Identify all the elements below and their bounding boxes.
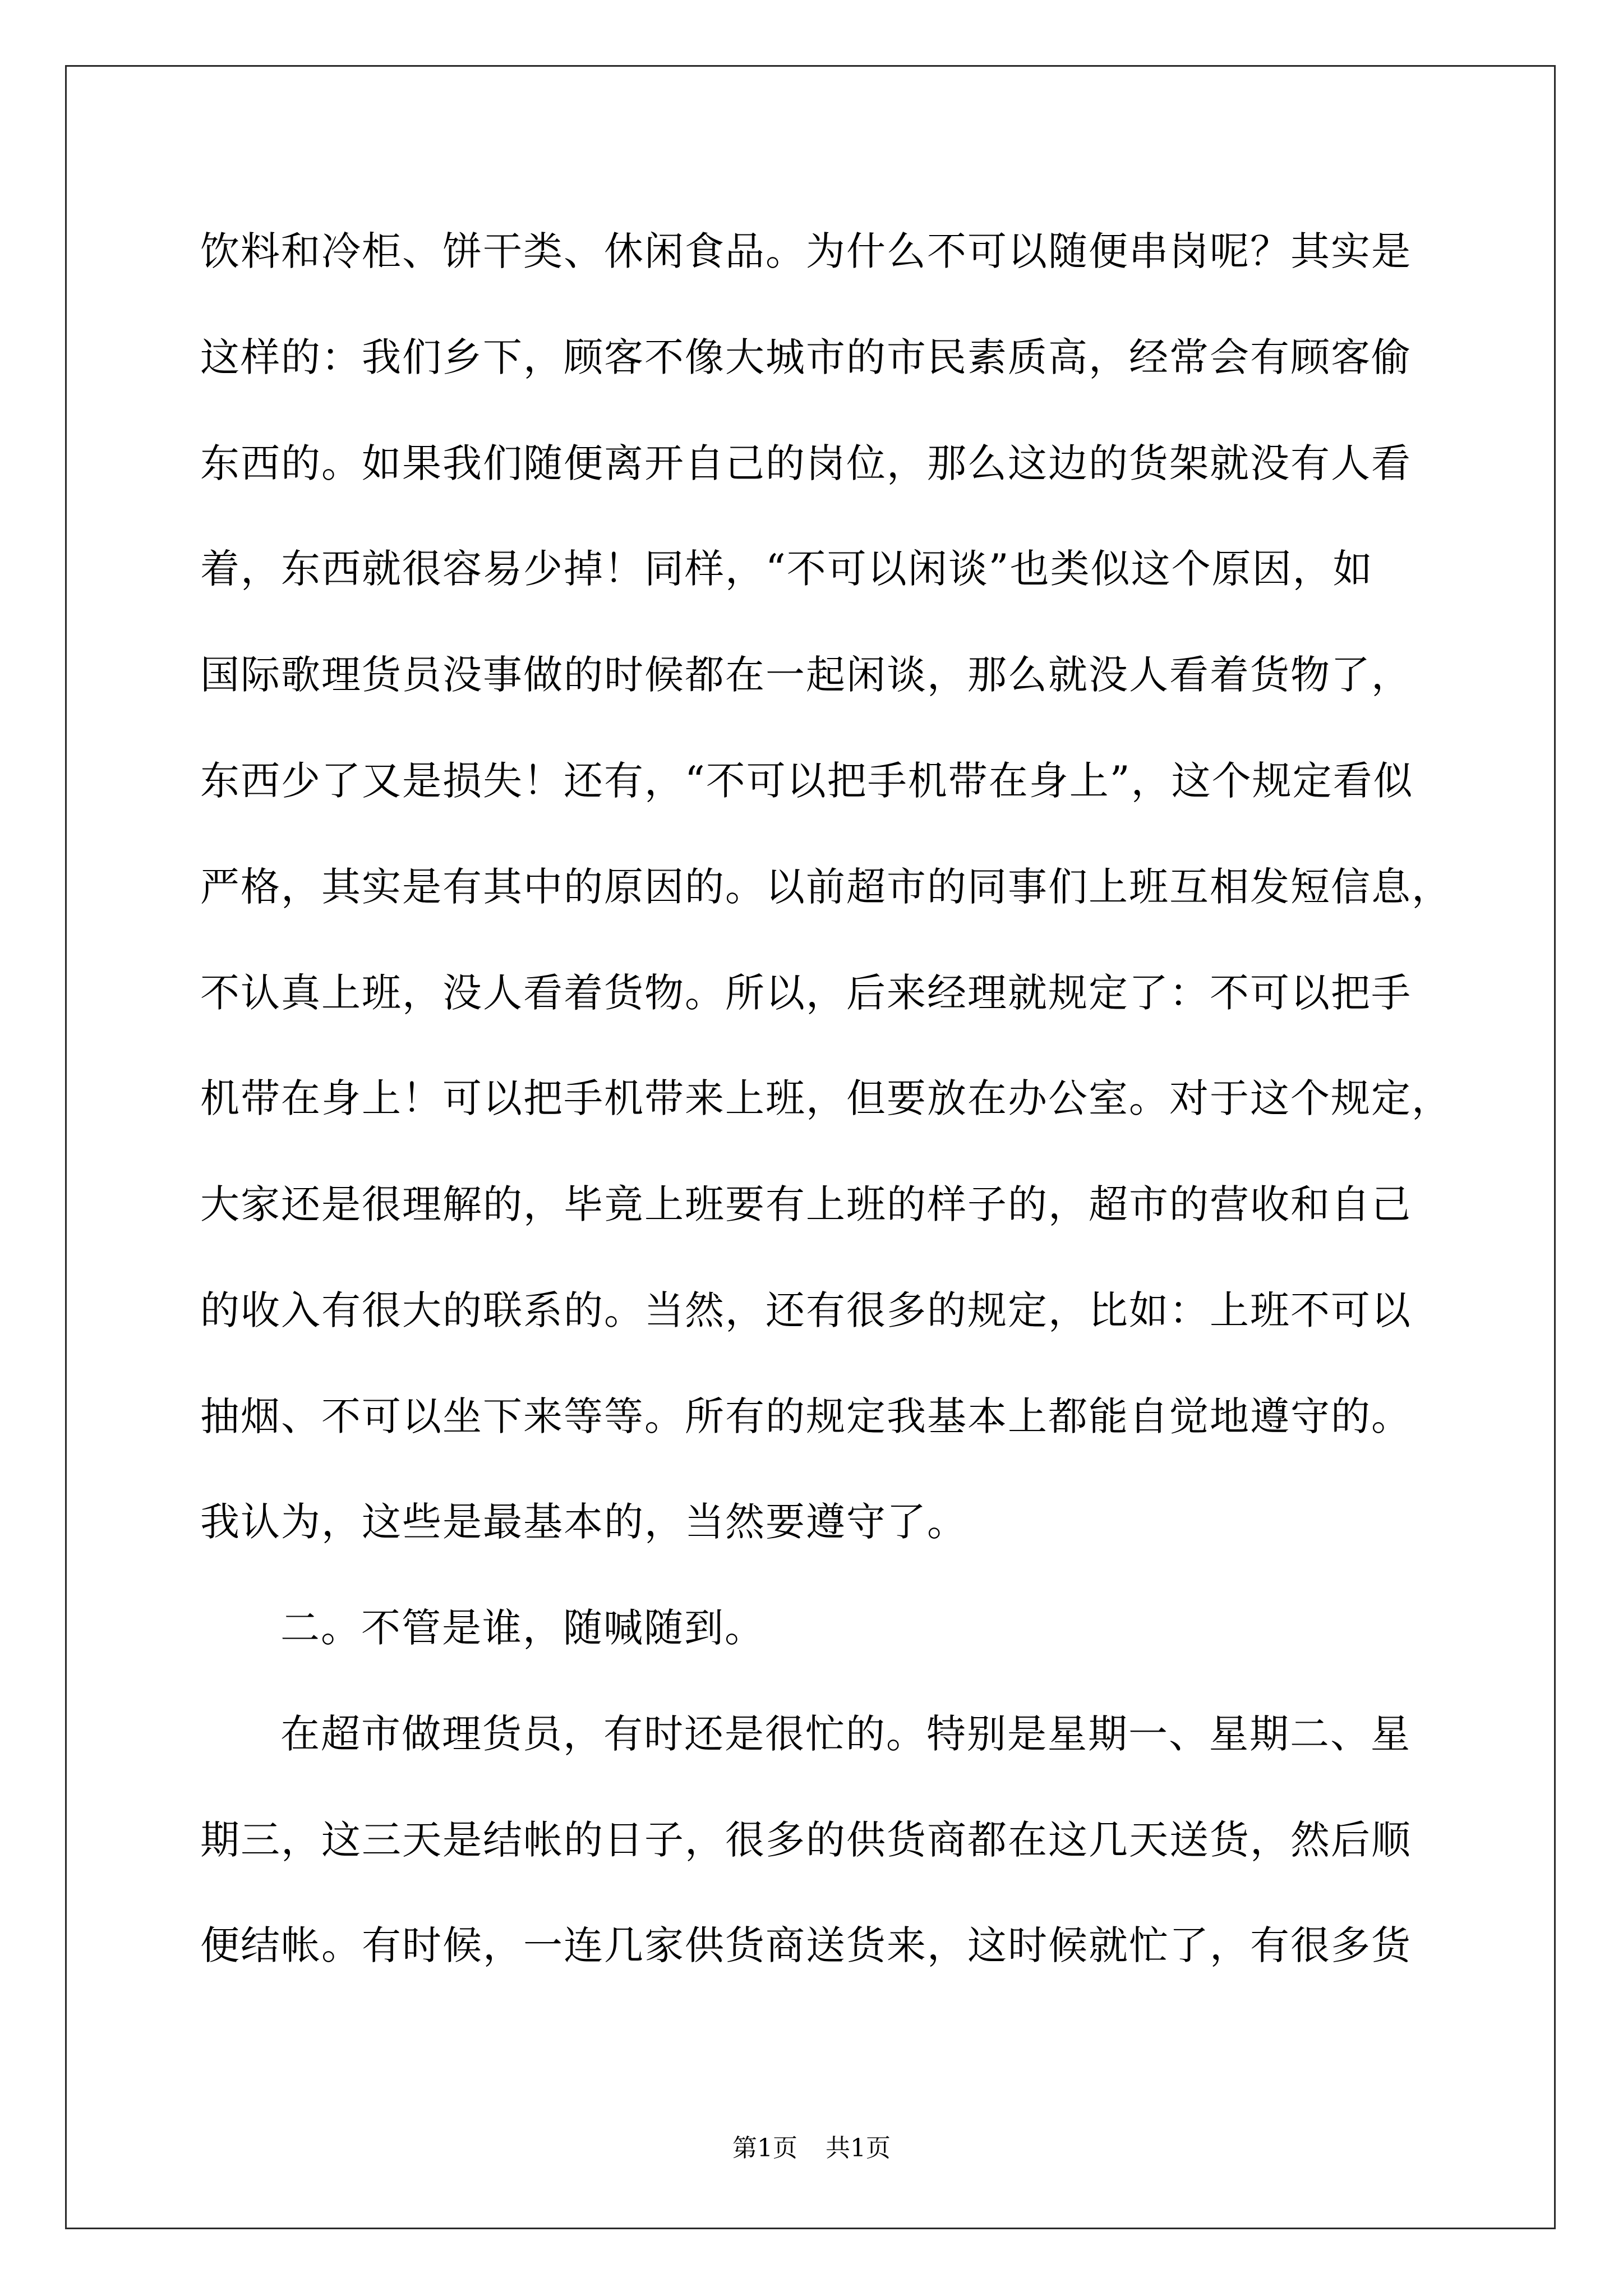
text-line: 这样的：我们乡下，顾客不像大城市的市民素质高，经常会有顾客偷 [200, 334, 1412, 380]
page-border [65, 65, 1556, 2229]
text-line: 严格，其实是有其中的原因的。以前超市的同事们上班互相发短信息， [200, 864, 1452, 910]
text-line: 抽烟、不可以坐下来等等。所有的规定我基本上都能自觉地遵守的。 [200, 1393, 1412, 1439]
page-total: 共1页 [826, 2134, 891, 2162]
page-number: 第1页 [732, 2134, 797, 2162]
text-line: 的收入有很大的联系的。当然，还有很多的规定，比如：上班不可以 [200, 1287, 1412, 1333]
text-line: 国际歌理货员没事做的时候都在一起闲谈，那么就没人看着货物了， [200, 652, 1412, 698]
text-line: 我认为，这些是最基本的，当然要遵守了。 [200, 1499, 967, 1545]
text-line: 着，东西就很容易少掉！同样，“不可以闲谈”也类似这个原因，如 [200, 546, 1373, 592]
page-footer [0, 2132, 1623, 2165]
text-line: 大家还是很理解的，毕竟上班要有上班的样子的，超市的营收和自己 [200, 1181, 1412, 1227]
text-line: 东西少了又是损失！还有，“不可以把手机带在身上”，这个规定看似 [200, 758, 1414, 804]
text-line: 机带在身上！可以把手机带来上班，但要放在办公室。对于这个规定， [200, 1075, 1452, 1121]
section-heading: 二。不管是谁，随喊随到。 [280, 1605, 765, 1651]
text-line: 期三，这三天是结帐的日子，很多的供货商都在这几天送货，然后顺 [200, 1817, 1412, 1863]
text-line: 便结帐。有时候，一连几家供货商送货来，这时候就忙了，有很多货 [200, 1922, 1412, 1968]
text-line: 在超市做理货员，有时还是很忙的。特别是星期一、星期二、星 [280, 1711, 1411, 1757]
text-line: 饮料和冷柜、饼干类、休闲食品。为什么不可以随便串岗呢？其实是 [200, 228, 1412, 274]
text-line: 不认真上班，没人看着货物。所以，后来经理就规定了：不可以把手 [200, 970, 1412, 1016]
text-line: 东西的。如果我们随便离开自己的岗位，那么这边的货架就没有人看 [200, 440, 1412, 486]
